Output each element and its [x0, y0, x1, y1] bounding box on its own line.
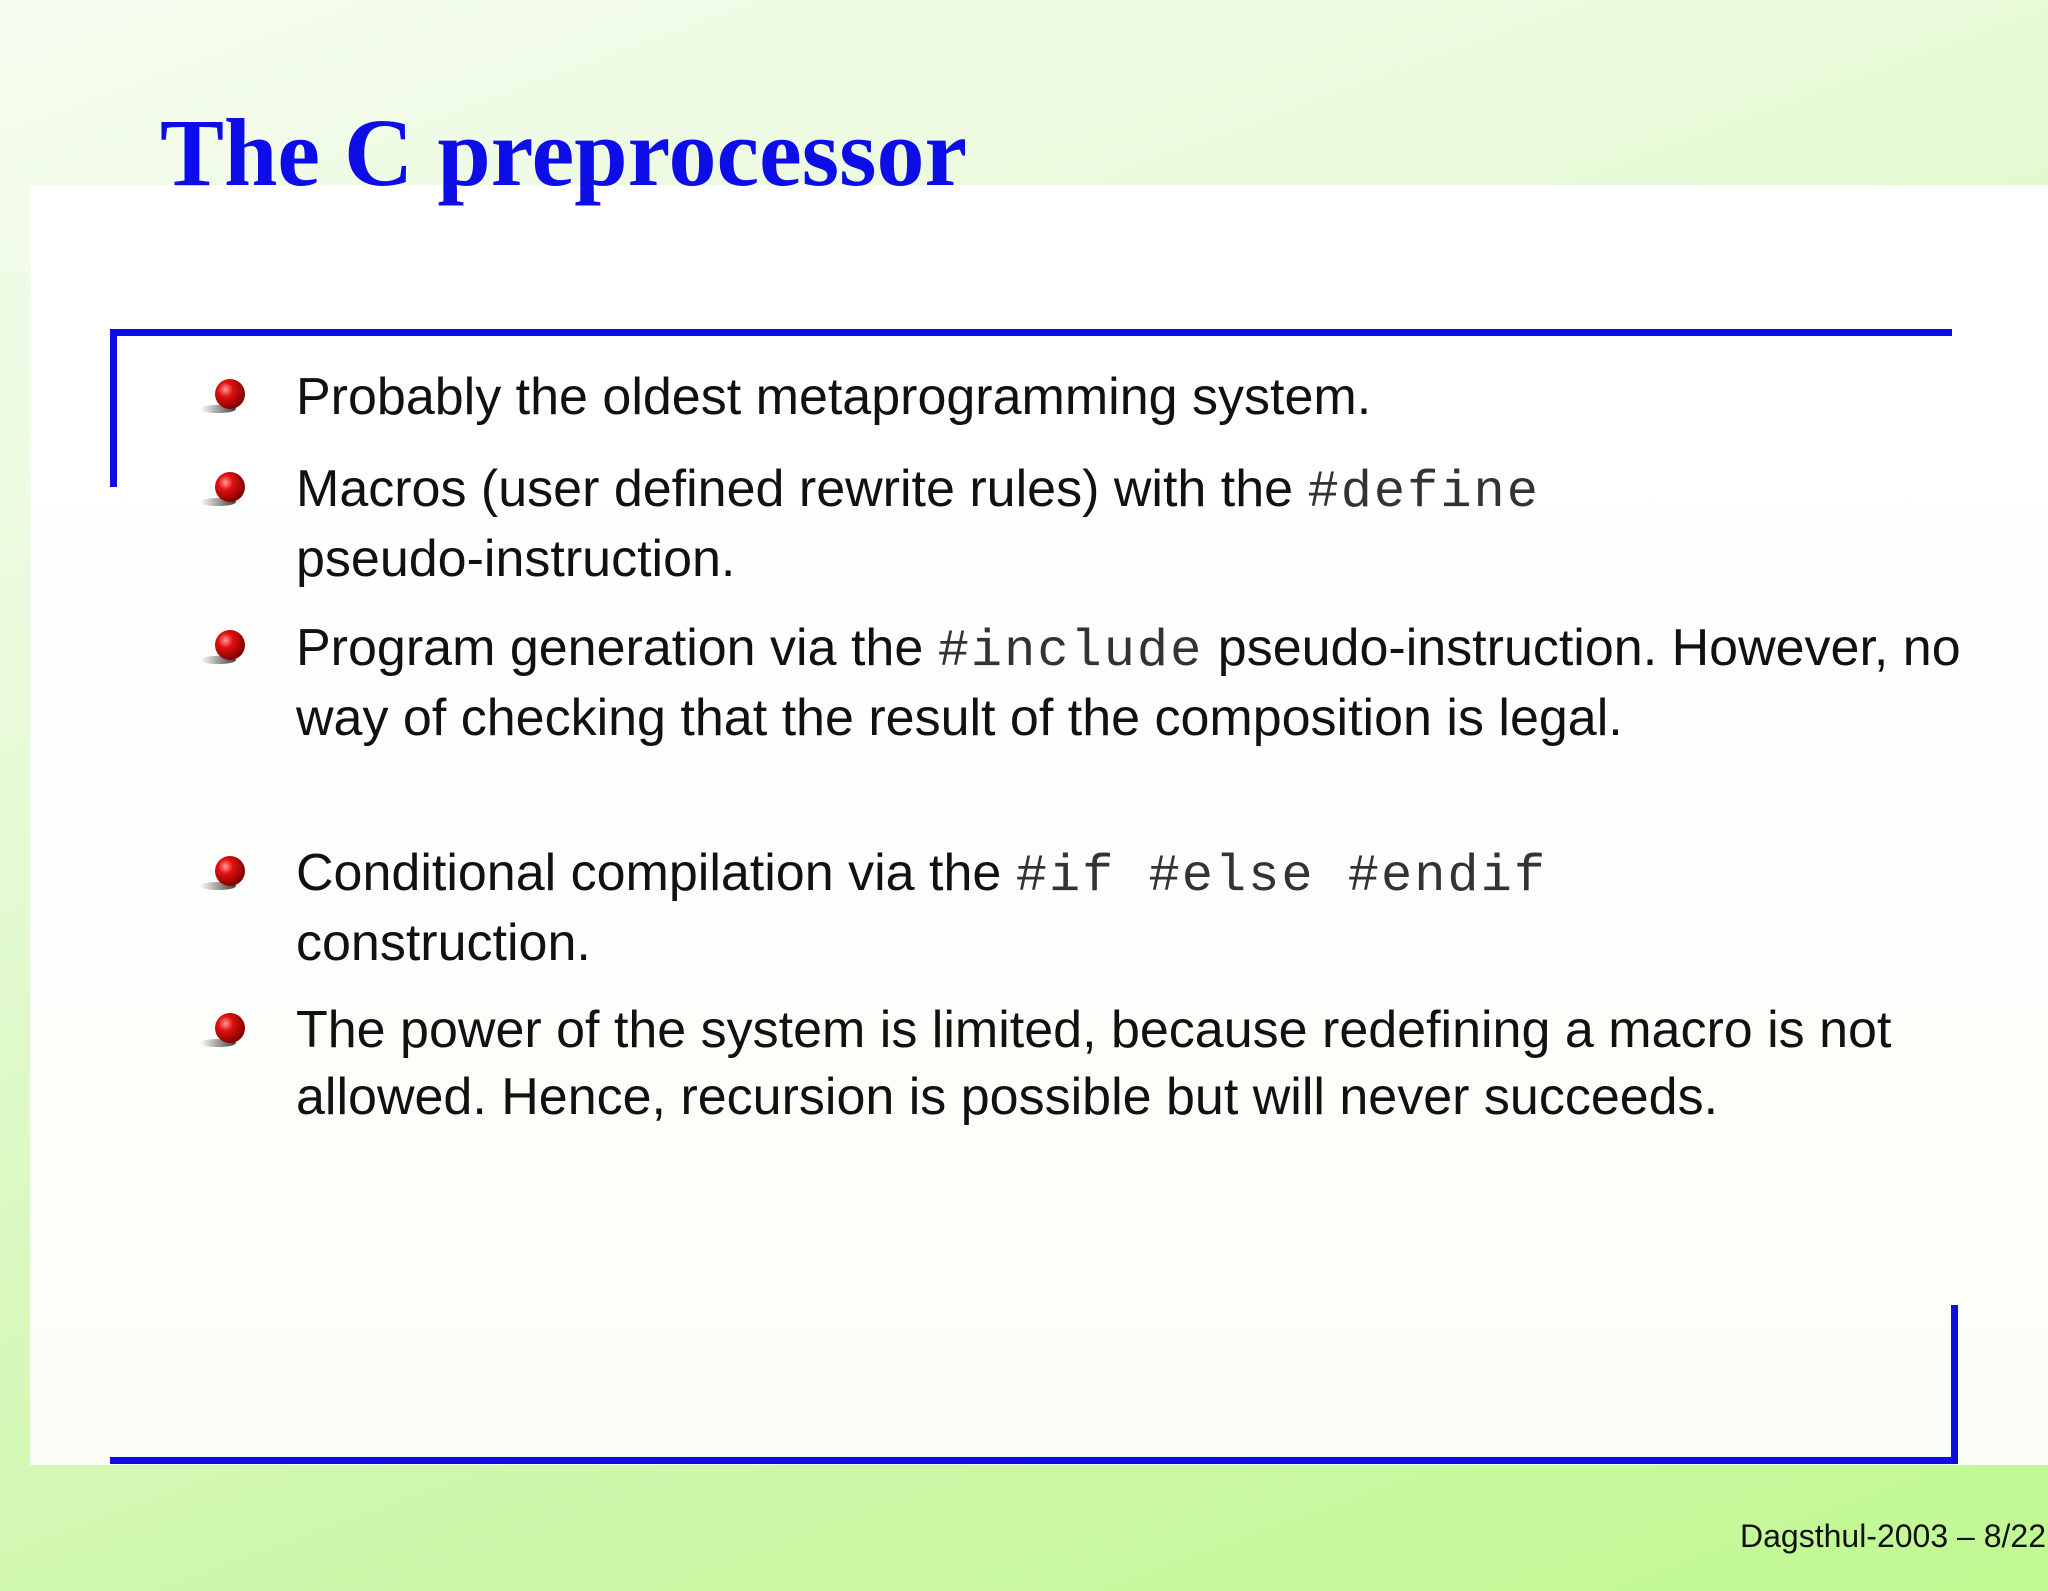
- bullet-text-segment: Macros (user defined rewrite rules) with the: [296, 460, 1308, 518]
- slide-footer: Dagsthul-2003 – 8/22: [1740, 1518, 2046, 1554]
- bullet-text: [296, 840, 1976, 977]
- slide-title: The C preprocessor: [160, 99, 968, 206]
- bullet-text-segment: Conditional compilation via the: [296, 844, 1016, 902]
- red-sphere-bullet-icon: [198, 1010, 250, 1052]
- frame-right-rule: [1951, 1305, 1958, 1464]
- bullet-text-segment: pseudo-instruction.: [296, 530, 736, 588]
- bullet-text-segment: pseudo-instruction. However, no way of checking that the result of the composition is legal.: [296, 619, 1961, 747]
- red-sphere-bullet-icon: [198, 376, 250, 418]
- bullet-text-segment: Probably the oldest metaprogramming system.: [296, 368, 1372, 426]
- frame-bottom-rule: [110, 1457, 1958, 1464]
- red-sphere-bullet-icon: [198, 853, 250, 895]
- bullet-text: [296, 997, 1976, 1131]
- code-if-else-endif: #if #else #endif: [1015, 847, 1548, 906]
- red-sphere-bullet-icon: [198, 469, 250, 511]
- bullet-text-segment: Program generation via the: [296, 619, 938, 677]
- bullet-text-segment: construction.: [296, 914, 591, 972]
- bullet-text: [296, 456, 1976, 593]
- red-sphere-bullet-icon: [198, 627, 250, 669]
- bullet-text-segment: The power of the system is limited, because redefining a macro is not allowed. Hence, recursion is possible but will never succeeds.: [296, 1001, 1892, 1126]
- code-define: #define: [1307, 463, 1540, 522]
- code-include: #include: [937, 622, 1204, 681]
- frame-left-rule: [110, 329, 117, 487]
- frame-top-rule: [110, 329, 1952, 336]
- bullet-text: [296, 364, 1976, 431]
- bullet-text: [296, 615, 1976, 752]
